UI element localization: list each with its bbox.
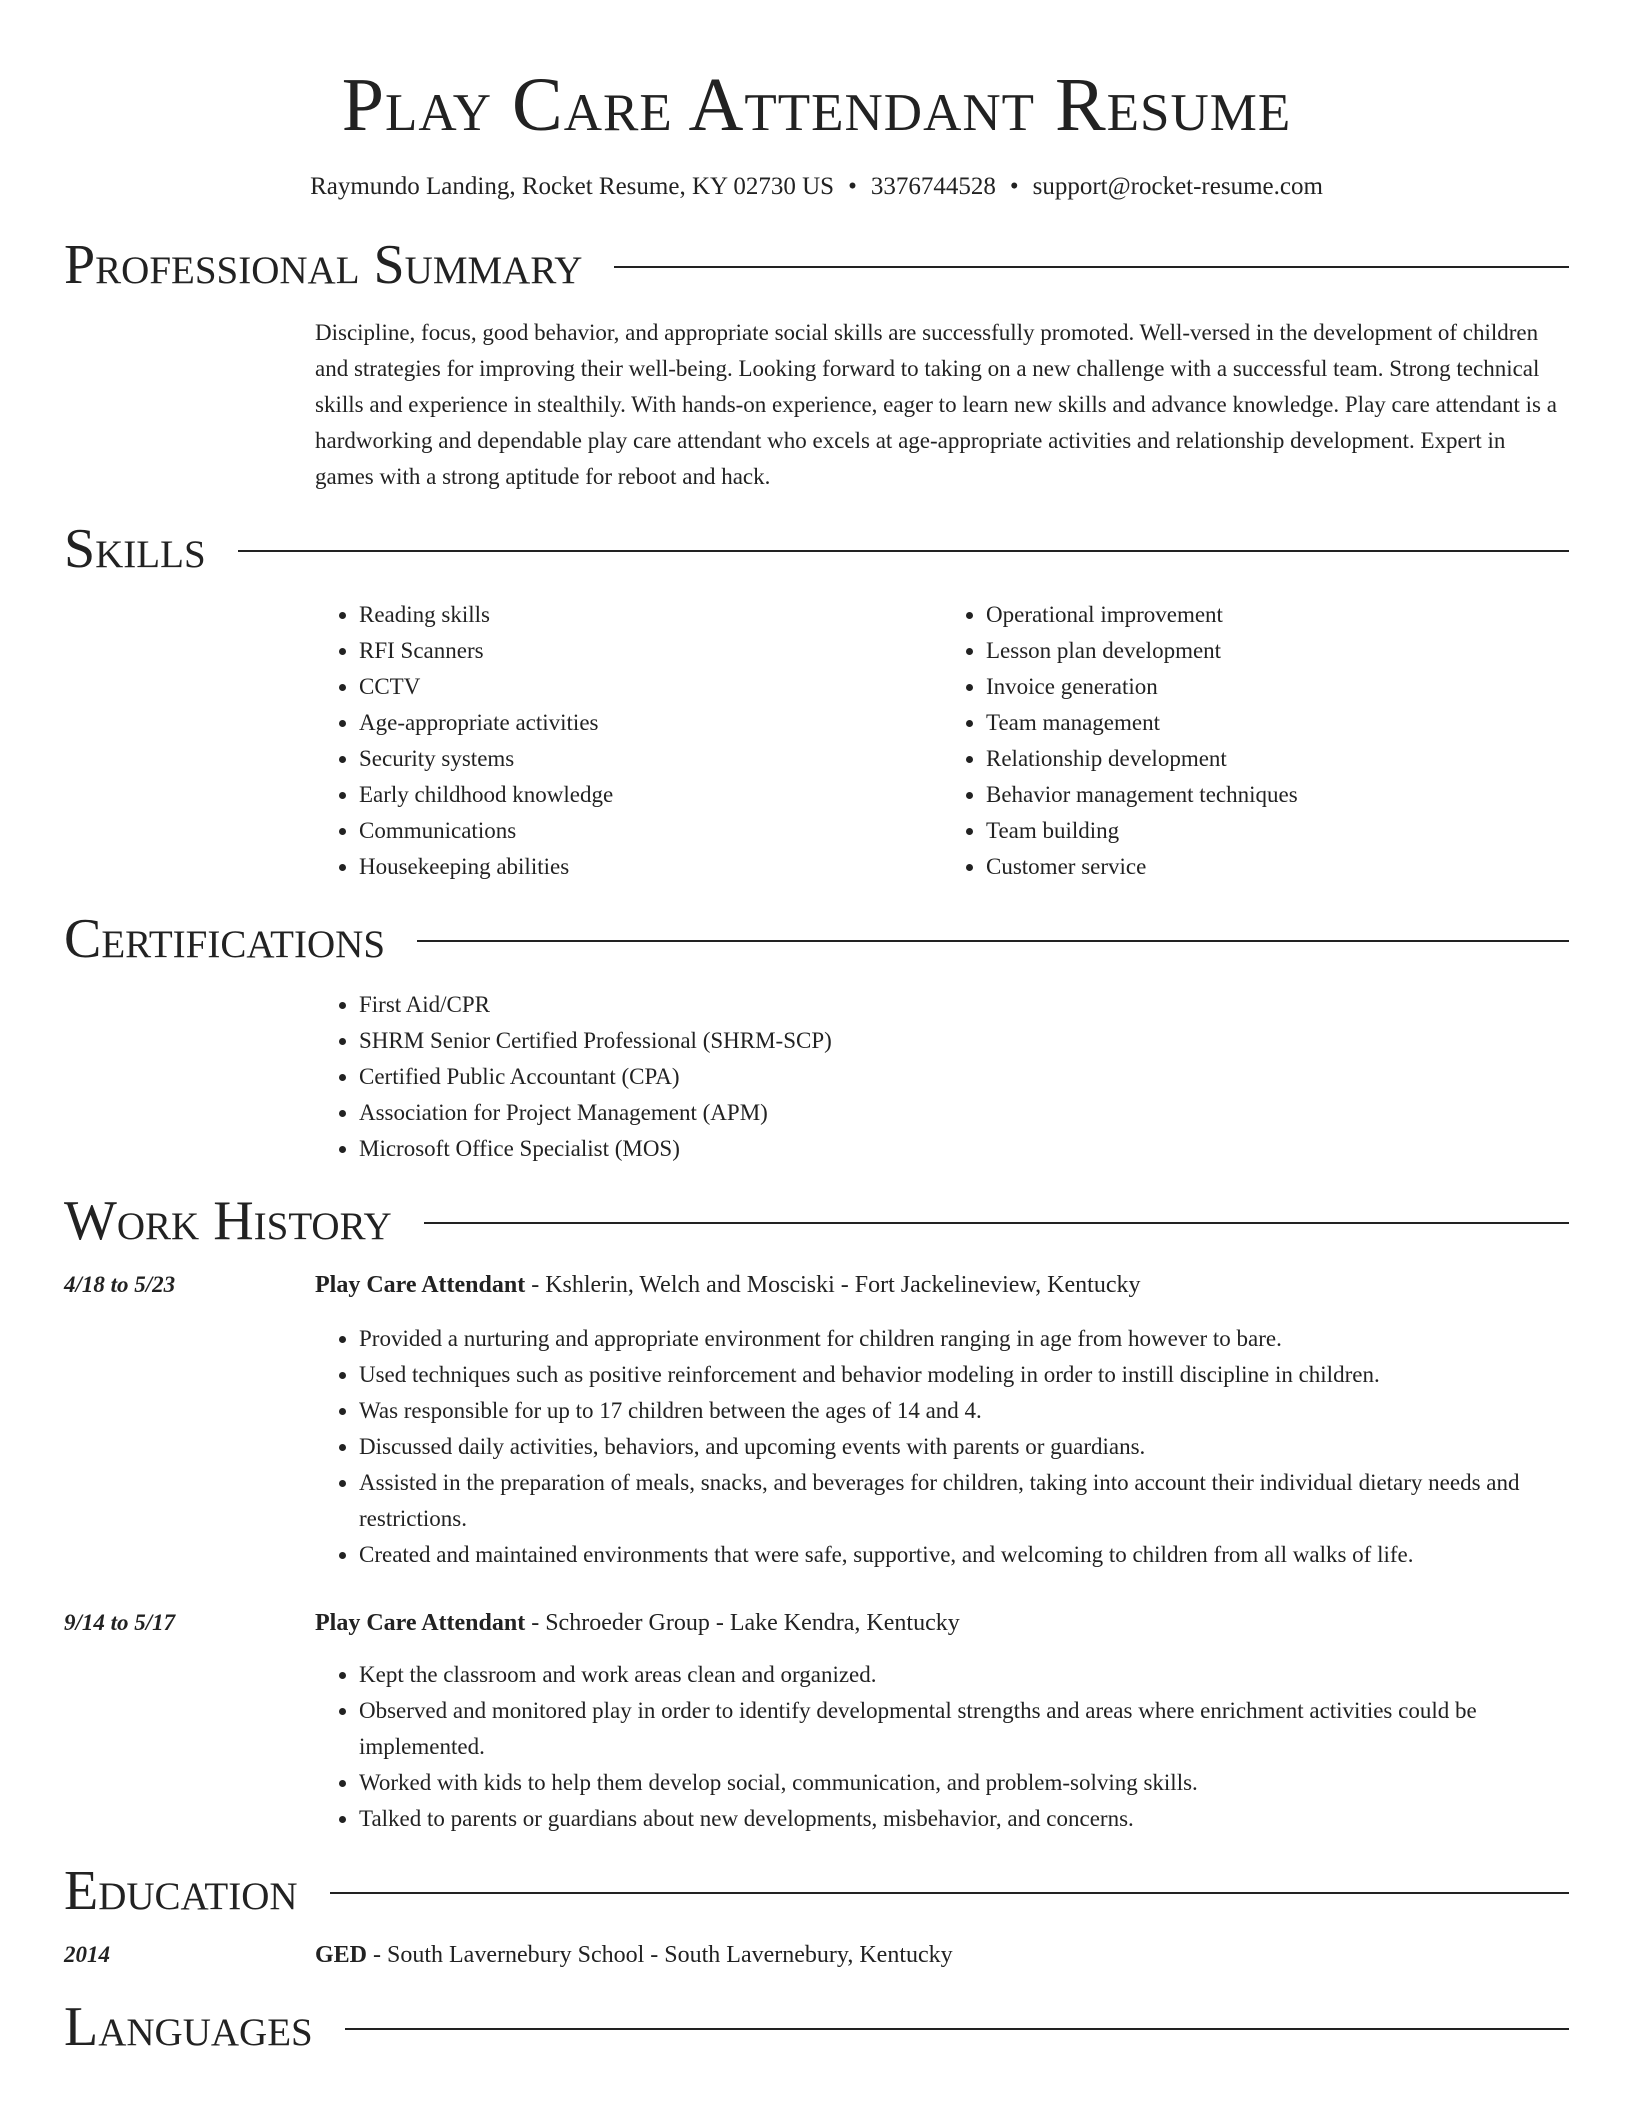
list-item: • Customer service [986, 849, 1569, 885]
resume-page [64, 0, 1569, 2059]
job-title-line [315, 1605, 960, 1641]
list-item: • Early childhood knowledge [359, 777, 942, 813]
education-title: Education [64, 1860, 298, 1922]
contact-line [64, 170, 1569, 204]
list-item: • SHRM Senior Certified Professional (SHRM-SCP) [359, 1023, 1569, 1059]
skills-section [64, 517, 1569, 885]
list-item: • First Aid/CPR [359, 987, 1569, 1023]
contact-separator: • [1009, 173, 1019, 200]
list-item: • Reading skills [359, 597, 942, 633]
resume-title: Play Care Attendant Resume [341, 63, 1292, 147]
job-title-line [315, 1267, 1140, 1303]
list-item: • RFI Scanners [359, 633, 942, 669]
work-history-section [64, 1189, 1569, 1837]
languages-section [64, 1995, 1569, 2059]
certifications-section [64, 907, 1569, 1167]
list-item: • Team building [986, 813, 1569, 849]
education-line [315, 1937, 953, 1973]
work-history-title: Work History [64, 1190, 392, 1252]
education-degree: GED [315, 1942, 368, 1968]
list-item: • Operational improvement [986, 597, 1569, 633]
list-item: • Used techniques such as positive reinforcement and behavior modeling in order to instill discipline in children. [359, 1357, 1569, 1393]
list-item: • Behavior management techniques [986, 777, 1569, 813]
skills-list-right [942, 597, 1569, 885]
skills-content [315, 597, 1569, 885]
summary-content [315, 315, 1569, 495]
contact-email: support@rocket-resume.com [1032, 173, 1323, 200]
list-item: • Provided a nurturing and appropriate environment for children ranging in age from however to bare. [359, 1321, 1569, 1357]
job-dates: 4/18 to 5/23 [64, 1272, 176, 1297]
languages-header [64, 1995, 1569, 2059]
summary-section [64, 233, 1569, 495]
list-item: • Housekeeping abilities [359, 849, 942, 885]
list-item: • Team management [986, 705, 1569, 741]
section-divider [238, 550, 1569, 552]
languages-title: Languages [64, 1996, 313, 2058]
job-role: Play Care Attendant [315, 1272, 526, 1298]
section-divider [345, 2028, 1569, 2030]
list-item: • Relationship development [986, 741, 1569, 777]
job-duties [315, 1657, 1569, 1837]
section-divider [330, 1892, 1569, 1894]
skills-header [64, 517, 1569, 581]
education-entry [64, 1937, 1569, 1973]
list-item: • CCTV [359, 669, 942, 705]
job-employer: - Kshlerin, Welch and Mosciski - Fort Jackelineview, Kentucky [525, 1272, 1141, 1298]
job-entry [64, 1605, 1569, 1837]
list-item: • Age-appropriate activities [359, 705, 942, 741]
list-item: • Lesson plan development [986, 633, 1569, 669]
list-item: • Worked with kids to help them develop social, communication, and problem-solving skills. [359, 1765, 1569, 1801]
skills-list-left [315, 597, 942, 885]
certifications-list [315, 987, 1569, 1167]
summary-text: Discipline, focus, good behavior, and appropriate social skills are successfully promoted. Well-versed in the development of children and strategies for improving their well-being. Looking forward to taking on a new challenge with a successful team. Strong technical skills and experience in stealthily. With hands-on experience, eager to learn new skills and advance knowledge. Play care attendant is a hardworking and dependable play care attendant who excels at age-appropriate activities and relationship development. Expert in games with a strong aptitude for reboot and hack. [315, 320, 1557, 489]
list-item: • Created and maintained environments that were safe, supportive, and welcoming to children from all walks of life. [359, 1537, 1569, 1573]
work-history-header [64, 1189, 1569, 1253]
contact-phone: 3376744528 [870, 173, 996, 200]
list-item: • Observed and monitored play in order to identify developmental strengths and areas where enrichment activities could be implemented. [359, 1693, 1569, 1765]
education-year: 2014 [64, 1942, 110, 1967]
section-divider [424, 1222, 1569, 1224]
job-employer: - Schroeder Group - Lake Kendra, Kentucky [525, 1610, 960, 1636]
list-item: • Talked to parents or guardians about new developments, misbehavior, and concerns. [359, 1801, 1569, 1837]
job-header [64, 1267, 1569, 1303]
job-header [64, 1605, 1569, 1641]
job-role: Play Care Attendant [315, 1610, 526, 1636]
contact-separator: • [848, 173, 857, 200]
education-school: - South Lavernebury School - South Lavernebury, Kentucky [367, 1942, 953, 1968]
list-item: • Discussed daily activities, behaviors, and upcoming events with parents or guardians. [359, 1429, 1569, 1465]
certifications-header [64, 907, 1569, 971]
list-item: • Invoice generation [986, 669, 1569, 705]
education-header [64, 1859, 1569, 1923]
summary-title: Professional Summary [64, 234, 583, 296]
list-item: • Kept the classroom and work areas clean and organized. [359, 1657, 1569, 1693]
list-item: • Microsoft Office Specialist (MOS) [359, 1131, 1569, 1167]
list-item: • Association for Project Management (APM) [359, 1095, 1569, 1131]
skills-title: Skills [64, 518, 206, 580]
certifications-content [315, 987, 1569, 1167]
education-section [64, 1859, 1569, 1973]
section-divider [614, 266, 1569, 268]
contact-address: Raymundo Landing, Rocket Resume, KY 02730 US [310, 173, 835, 200]
certifications-title: Certifications [64, 908, 386, 970]
list-item: • Security systems [359, 741, 942, 777]
job-dates: 9/14 to 5/17 [64, 1610, 176, 1635]
list-item: • Was responsible for up to 17 children between the ages of 14 and 4. [359, 1393, 1569, 1429]
summary-header [64, 233, 1569, 297]
list-item: • Communications [359, 813, 942, 849]
job-entry [64, 1267, 1569, 1573]
list-item: • Certified Public Accountant (CPA) [359, 1059, 1569, 1095]
section-divider [417, 940, 1569, 942]
list-item: • Assisted in the preparation of meals, snacks, and beverages for children, taking into account their individual dietary needs and restrictions. [359, 1465, 1569, 1537]
job-duties [315, 1321, 1569, 1573]
